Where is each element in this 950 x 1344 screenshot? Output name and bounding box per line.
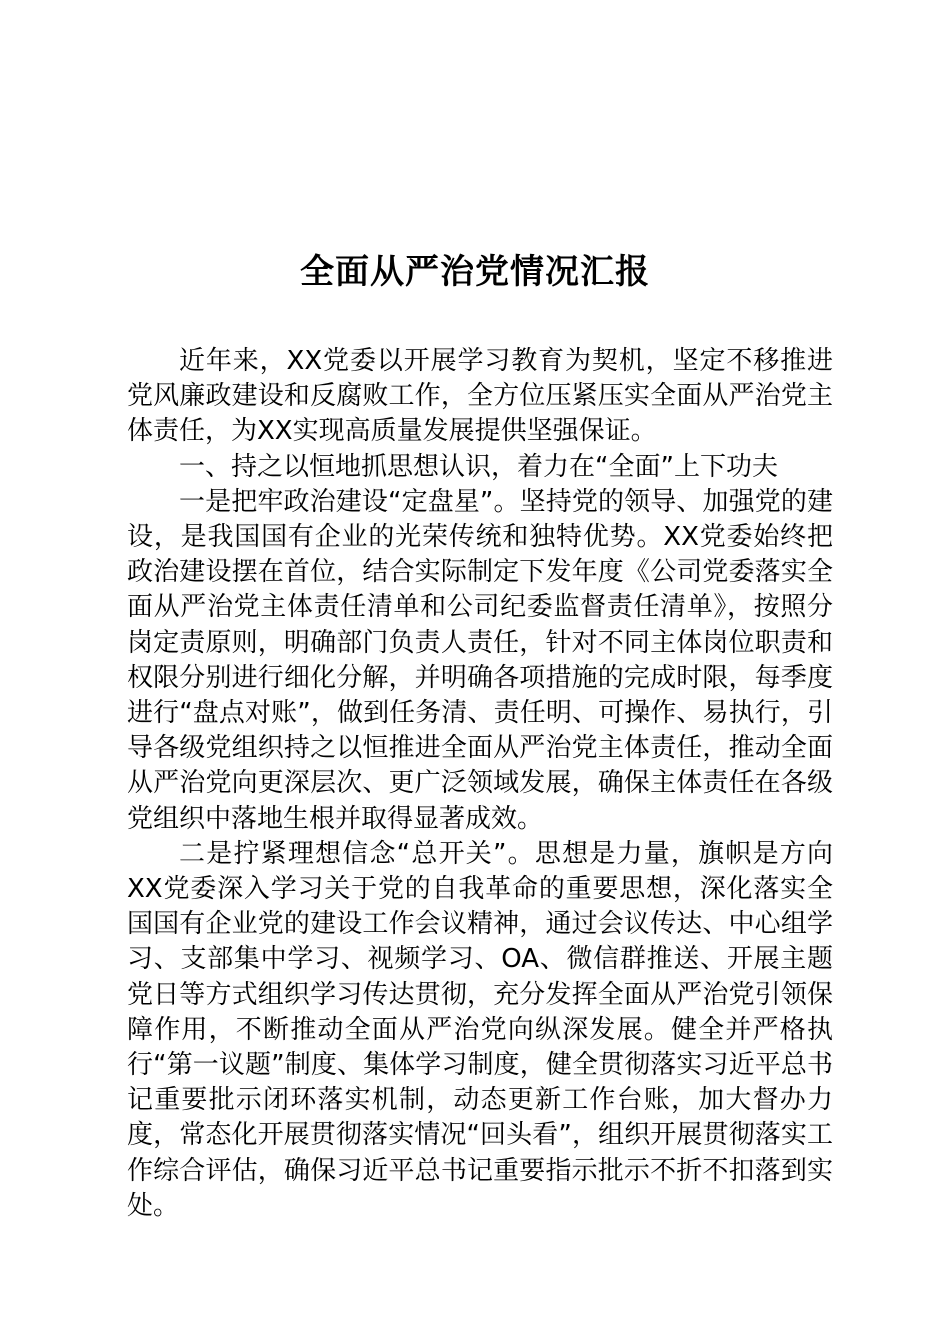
document-title: 全面从严治党情况汇报 xyxy=(300,252,650,292)
body-paragraph-ideals-beliefs: 二是拧紧理想信念“总开关”。思想是力量，旗帜是方向XX党委深入学习关于党的自我革命的重要思想，深化落实全国国有企业党的建设工作会议精神，通过会议传达、中心组学习、支部集中学习、视频学习、OA、微信群推送、开展主题党日等方式组织学习传达贯彻，充分发挥全面从严治党引领保障作用，不断推动全面从严治党向纵深发展。健全并严格执行“第一议题”制度、集体学习制度，健全贯彻落实习近平总书记重要批示闭环落实机制，动态更新工作台账，加大督办力度，常态化开展贯彻落实情况“回头看”，组织开展贯彻落实工作综合评估，确保习近平总书记重要指示批示不折不扣落到实处。 xyxy=(127,838,833,1221)
body-paragraph-political-building: 一是把牢政治建设“定盘星”。坚持党的领导、加强党的建设，是我国国有企业的光荣传统和独特优势。XX党委始终把政治建设摆在首位，结合实际制定下发年度《公司党委落实全面从严治党主体责任清单和公司纪委监督责任清单》，按照分岗定责原则，明确部门负责人责任，针对不同主体岗位职责和权限分别进行细化分解，并明确各项措施的完成时限，每季度进行“盘点对账”，做到任务清、责任明、可操作、易执行，引导各级党组织持之以恒推进全面从严治党主体责任，推动全面从严治党向更深层次、更广泛领域发展，确保主体责任在各级党组织中落地生根并取得显著成效。 xyxy=(127,486,833,834)
intro-paragraph: 近年来，XX党委以开展学习教育为契机，坚定不移推进党风廉政建设和反腐败工作，全方位压紧压实全面从严治党主体责任，为XX实现高质量发展提供坚强保证。 xyxy=(127,346,833,447)
section-heading-1: 一、持之以恒地抓思想认识，着力在“全面”上下功夫 xyxy=(179,451,778,482)
document-body xyxy=(127,344,833,1224)
